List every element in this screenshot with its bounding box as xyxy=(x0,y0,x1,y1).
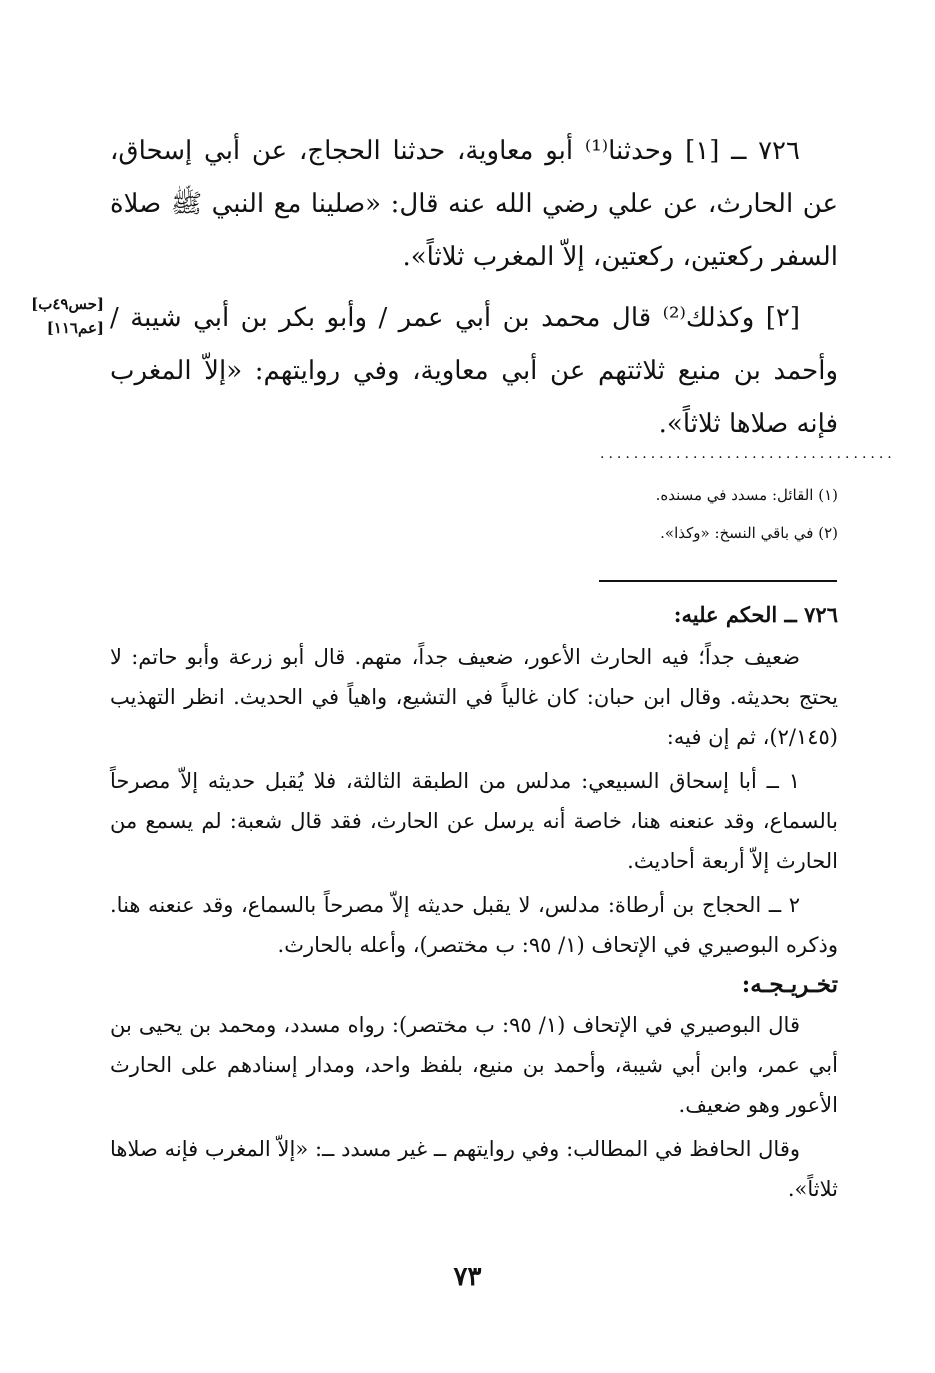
footnote-1: (١) القائل: مسدد في مسنده. xyxy=(655,486,838,504)
margin-note-line-2: [عم١١٦] xyxy=(46,319,104,337)
section-divider xyxy=(599,580,837,582)
takhrij-paragraph: وقال الحافظ في المطالب: وفي روايتهم ــ غير مسدد ــ: «إلاّ المغرب فإنه صلاها ثلاثاً». xyxy=(110,1137,838,1201)
takhrij-paragraph: قال البوصيري في الإتحاف (١/ ٩٥: ب مختصر): رواه مسدد، ومحمد بن يحيى بن أبي عمر، وابن أبي شيبة، وأحمد بن منيع، بلفظ واحد، ومدار إسنادهم على الحارث الأعور وهو ضعيف. xyxy=(110,1013,838,1117)
hadith-text xyxy=(110,125,838,451)
manuscript-margin-note xyxy=(14,292,104,340)
footnote-2: (٢) في باقي النسخ: «وكذا». xyxy=(660,524,838,542)
page-number: ٧٣ xyxy=(453,1262,482,1292)
hukm-paragraph: ضعيف جداً؛ فيه الحارث الأعور، ضعيف جداً، متهم. قال أبو زرعة وأبو حاتم: لا يحتج بحديثه. وقال ابن حبان: كان غالياً في التشيع، واهياً في الحديث. انظر التهذيب (٢/١٤٥)، ثم إن فيه: xyxy=(110,645,838,749)
hadith-paragraph-2: [٢] وكذلك⁽²⁾ قال محمد بن أبي عمر / وأبو بكر بن أبي شيبة / وأحمد بن منيع ثلاثتهم عن أبي معاوية، وفي روايتهم: «إلاّ المغرب فإنه صلاها ثلاثاً». xyxy=(110,303,838,439)
footnote-separator: ................................... xyxy=(600,446,896,462)
margin-note-line-1: [حس٤٩ب] xyxy=(31,295,104,313)
hadith-paragraph-1: ٧٢٦ ــ [١] وحدثنا⁽¹⁾ أبو معاوية، حدثنا الحجاج، عن أبي إسحاق، عن الحارث، عن علي رضي الله عنه قال: «صلينا مع النبي ﷺ صلاة السفر ركعتين، ركعتين، إلاّ المغرب ثلاثاً». xyxy=(110,136,838,272)
hukm-paragraph: ٢ ــ الحجاج بن أرطاة: مدلس، لا يقبل حديثه إلاّ مصرحاً بالسماع، وقد عنعنه هنا. وذكره البوصيري في الإتحاف (١/ ٩٥: ب مختصر)، وأعله بالحارث. xyxy=(110,893,838,957)
takhrij-heading: تخـريـجـه: xyxy=(741,971,838,998)
hukm-heading: ٧٢٦ ــ الحكم عليه: xyxy=(673,602,838,627)
commentary xyxy=(110,595,838,1209)
hukm-paragraph: ١ ــ أبا إسحاق السبيعي: مدلس من الطبقة الثالثة، فلا يُقبل حديثه إلاّ مصرحاً بالسماع، وقد عنعنه هنا، خاصة أنه يرسل عن الحارث، فقد قال شعبة: لم يسمع من الحارث إلاّ أربعة أحاديث. xyxy=(110,769,838,873)
